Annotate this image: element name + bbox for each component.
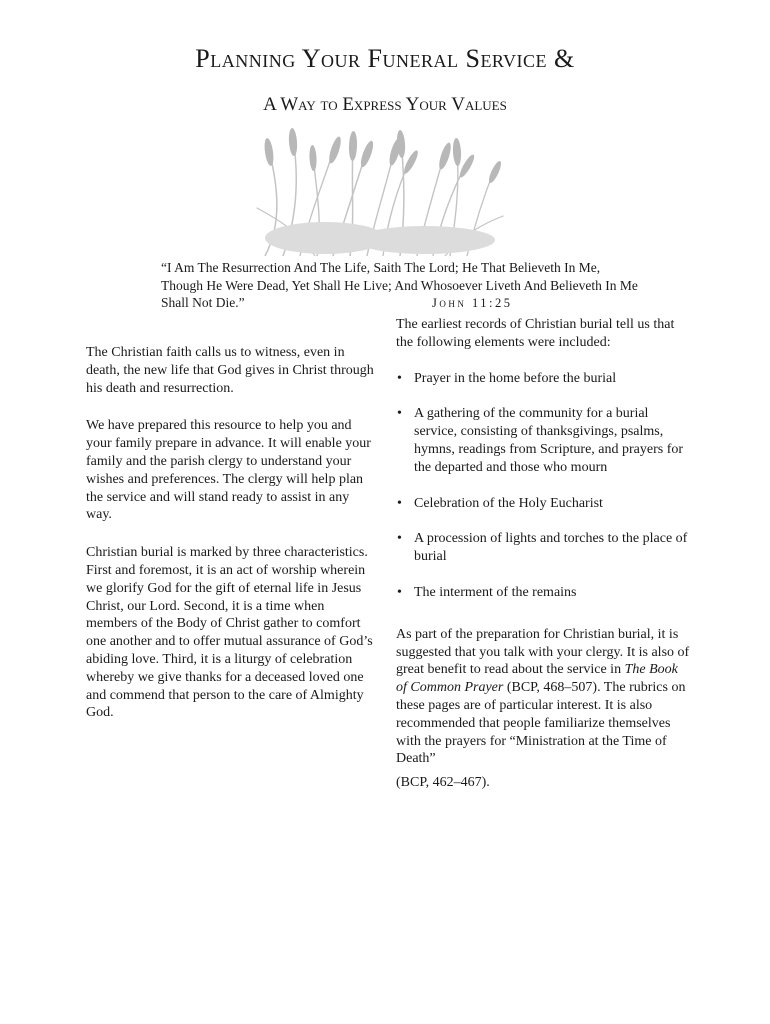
final-reference: (BCP, 462–467). (396, 775, 490, 791)
burial-elements-list (396, 370, 692, 602)
scripture-quote: “I Am The Resurrection And The Life, Saith The Lord; He That Believeth In Me, Though He Were Dead, Yet Shall He Live; And Whosoever Liveth And Believeth In Me Shall Not Die.” (161, 260, 638, 310)
page-subtitle: A Way to Express Your Values (263, 94, 507, 115)
paragraph-prepared-resource: We have prepared this resource to help you and your family prepare in advance. It will enable your family and the parish clergy to understand your wishes and preferences. The clergy will help plan the service and will stand ready to assist in any way. (86, 418, 371, 523)
paragraph-burial-characteristics: Christian burial is marked by three characteristics. First and foremost, it is an act of worship wherein we glorify God for the gift of eternal life in Jesus Christ, our Lord. Second, it is a time when members of the Body of Christ gather to comfort one another and to offer mutual assurance of God’s abiding love. Third, it is a liturgy of celebration whereby we give thanks for a deceased loved one and commend that person to the care of Almighty God. (86, 545, 373, 721)
list-item: • A gathering of the community for a burial service, consisting of thanksgivings, psalms, hymns, readings from Scripture, and prayers for the departed and those who mourn (396, 405, 692, 476)
book-title: The Book of Common Prayer (396, 662, 678, 696)
list-item: • Prayer in the home before the burial (396, 370, 692, 388)
closing-text-after: (BCP, 468–507). The rubrics on these pages are of particular interest. It is also recommended that people familiarize themselves with the prayers for “Ministration at the Time of Death” (396, 680, 686, 767)
closing-text-before: As part of the preparation for Christian burial, it is suggested that you talk with your clergy. It is also of great benefit to read about the service in (396, 626, 690, 678)
list-item: • Celebration of the Holy Eucharist (396, 495, 692, 513)
scripture-citation: John 11:25 (432, 296, 513, 310)
paragraph-christian-faith: The Christian faith calls us to witness, even in death, the new life that God gives in Christ through his death and resurrection. (86, 345, 374, 396)
left-column (86, 344, 376, 742)
wheat-illustration-icon (255, 128, 505, 256)
intro-paragraph: The earliest records of Christian burial tell us that the following elements were included: (396, 317, 675, 350)
page-title: Planning Your Funeral Service & (195, 44, 575, 73)
closing-paragraph (396, 626, 692, 768)
right-column (396, 316, 692, 792)
list-item: • A procession of lights and torches to the place of burial (396, 530, 692, 566)
list-item: • The interment of the remains (396, 584, 692, 602)
